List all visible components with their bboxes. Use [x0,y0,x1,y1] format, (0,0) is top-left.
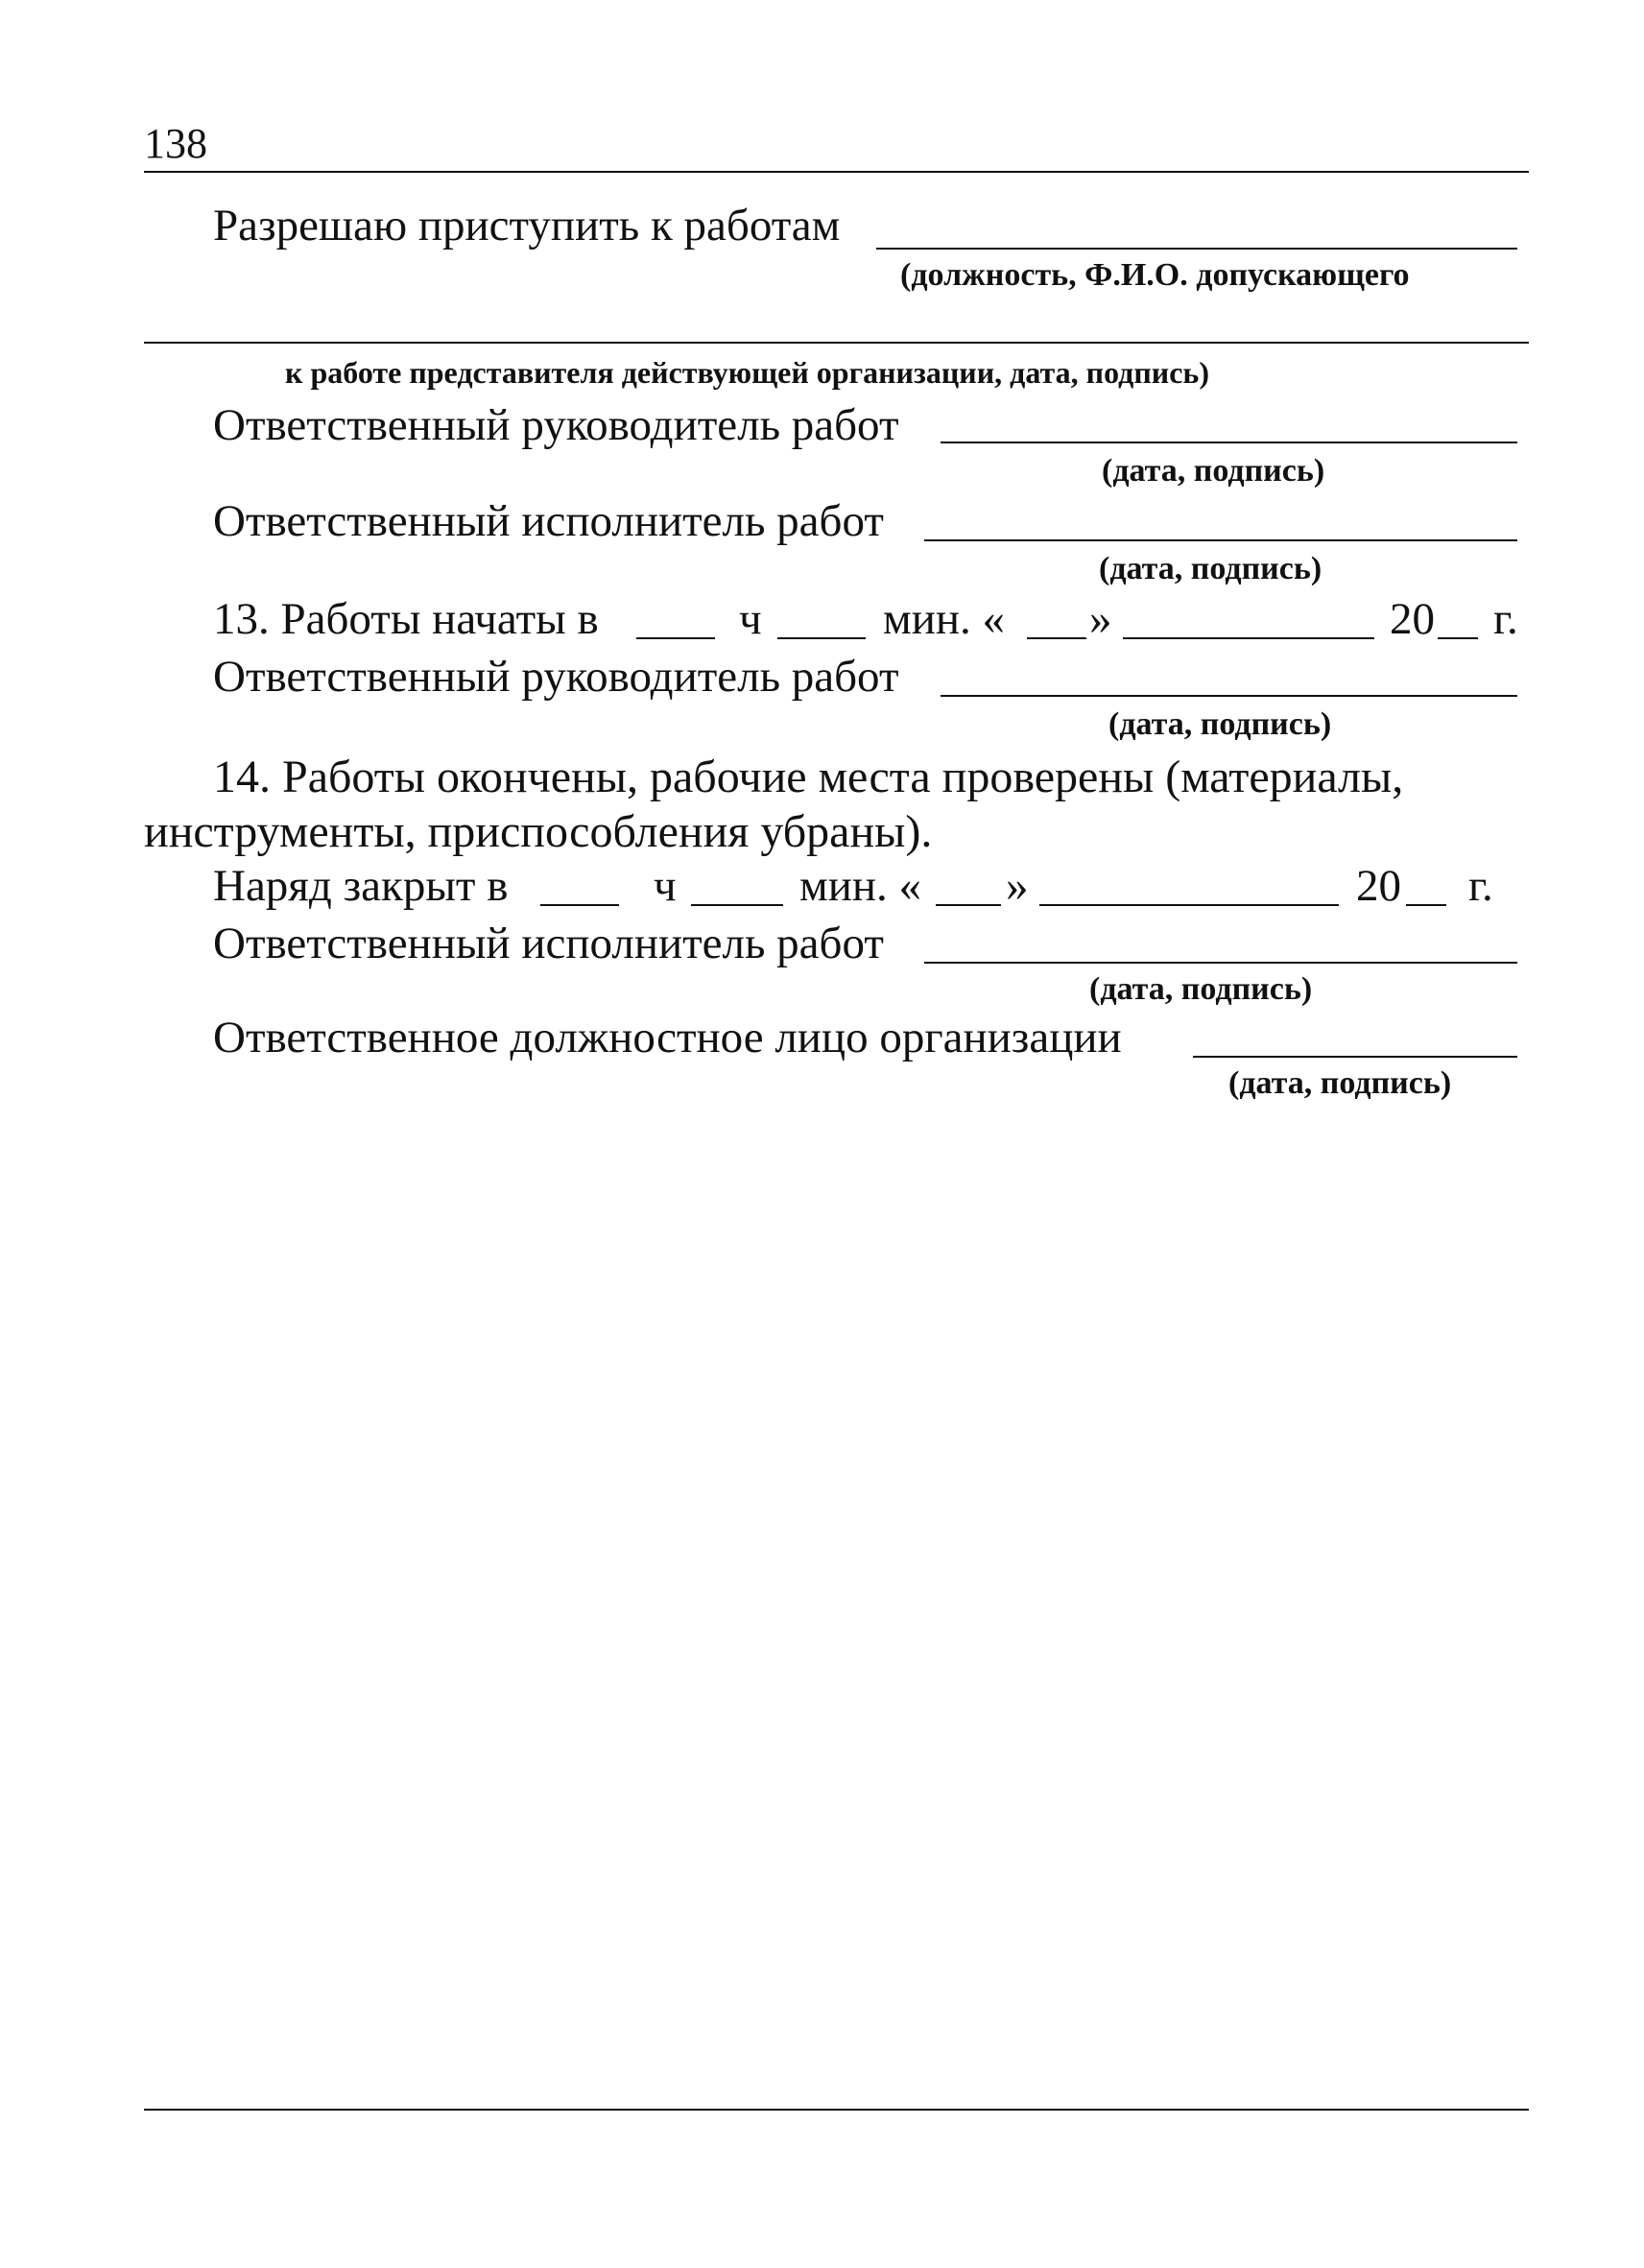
closed-year-suffix: г. [1468,861,1493,911]
closed-hour-blank [540,904,619,906]
item-13-hour-blank [636,637,715,639]
responsible-manager-2-label: Ответственный руководитель работ [213,652,899,702]
permit-blank [876,248,1517,250]
closed-min-blank [691,904,783,906]
closed-month-blank [1039,904,1339,906]
item-13-year-suffix: г. [1493,594,1518,644]
official-label: Ответственное должностное лицо организации [213,1013,1122,1062]
page-number: 138 [144,120,207,167]
permit-caption-2: к работе представителя действующей организации, дата, подпись) [285,355,1209,390]
responsible-executor-2-blank [924,962,1517,964]
responsible-executor-label: Ответственный исполнитель работ [213,496,884,546]
item-13-year-label: 20 [1390,594,1435,644]
closed-hour-label: ч [654,861,677,911]
item-13-prefix: 13. Работы начаты в [213,594,599,644]
responsible-manager-label: Ответственный руководитель работ [213,400,899,450]
permit-blank-2 [144,342,1529,344]
item-13-min-blank [777,637,866,639]
responsible-executor-2-caption: (дата, подпись) [1089,971,1313,1007]
item-13-close-quote: » [1089,594,1112,644]
responsible-manager-caption: (дата, подпись) [1102,453,1325,489]
responsible-manager-blank [941,442,1517,443]
item-14-line-2: инструменты, приспособления убраны). [144,806,933,857]
closed-min-label: мин. « [799,861,922,911]
closed-prefix: Наряд закрыт в [213,861,509,911]
item-13-day-blank [1027,637,1086,639]
item-13-hour-label: ч [739,594,762,644]
item-13-min-label: мин. « [883,594,1006,644]
permit-label: Разрешаю приступить к работам [213,201,841,251]
footer-rule [144,2109,1529,2111]
responsible-executor-2-label: Ответственный исполнитель работ [213,919,884,968]
closed-day-blank [936,904,1001,906]
closed-year-blank [1406,904,1446,906]
responsible-manager-2-caption: (дата, подпись) [1108,706,1332,742]
item-13-month-blank [1123,637,1374,639]
permit-caption-1: (должность, Ф.И.О. допускающего [900,257,1410,293]
closed-close-quote: » [1006,861,1029,911]
official-caption: (дата, подпись) [1228,1065,1452,1101]
item-14-line-1: 14. Работы окончены, рабочие места проверены (материалы, [213,752,1404,802]
responsible-executor-caption: (дата, подпись) [1099,551,1322,586]
responsible-executor-blank [924,539,1517,541]
closed-year-label: 20 [1356,861,1401,911]
header-rule [144,171,1529,173]
responsible-manager-2-blank [941,695,1517,697]
official-blank [1193,1056,1517,1058]
item-13-year-blank [1438,637,1478,639]
